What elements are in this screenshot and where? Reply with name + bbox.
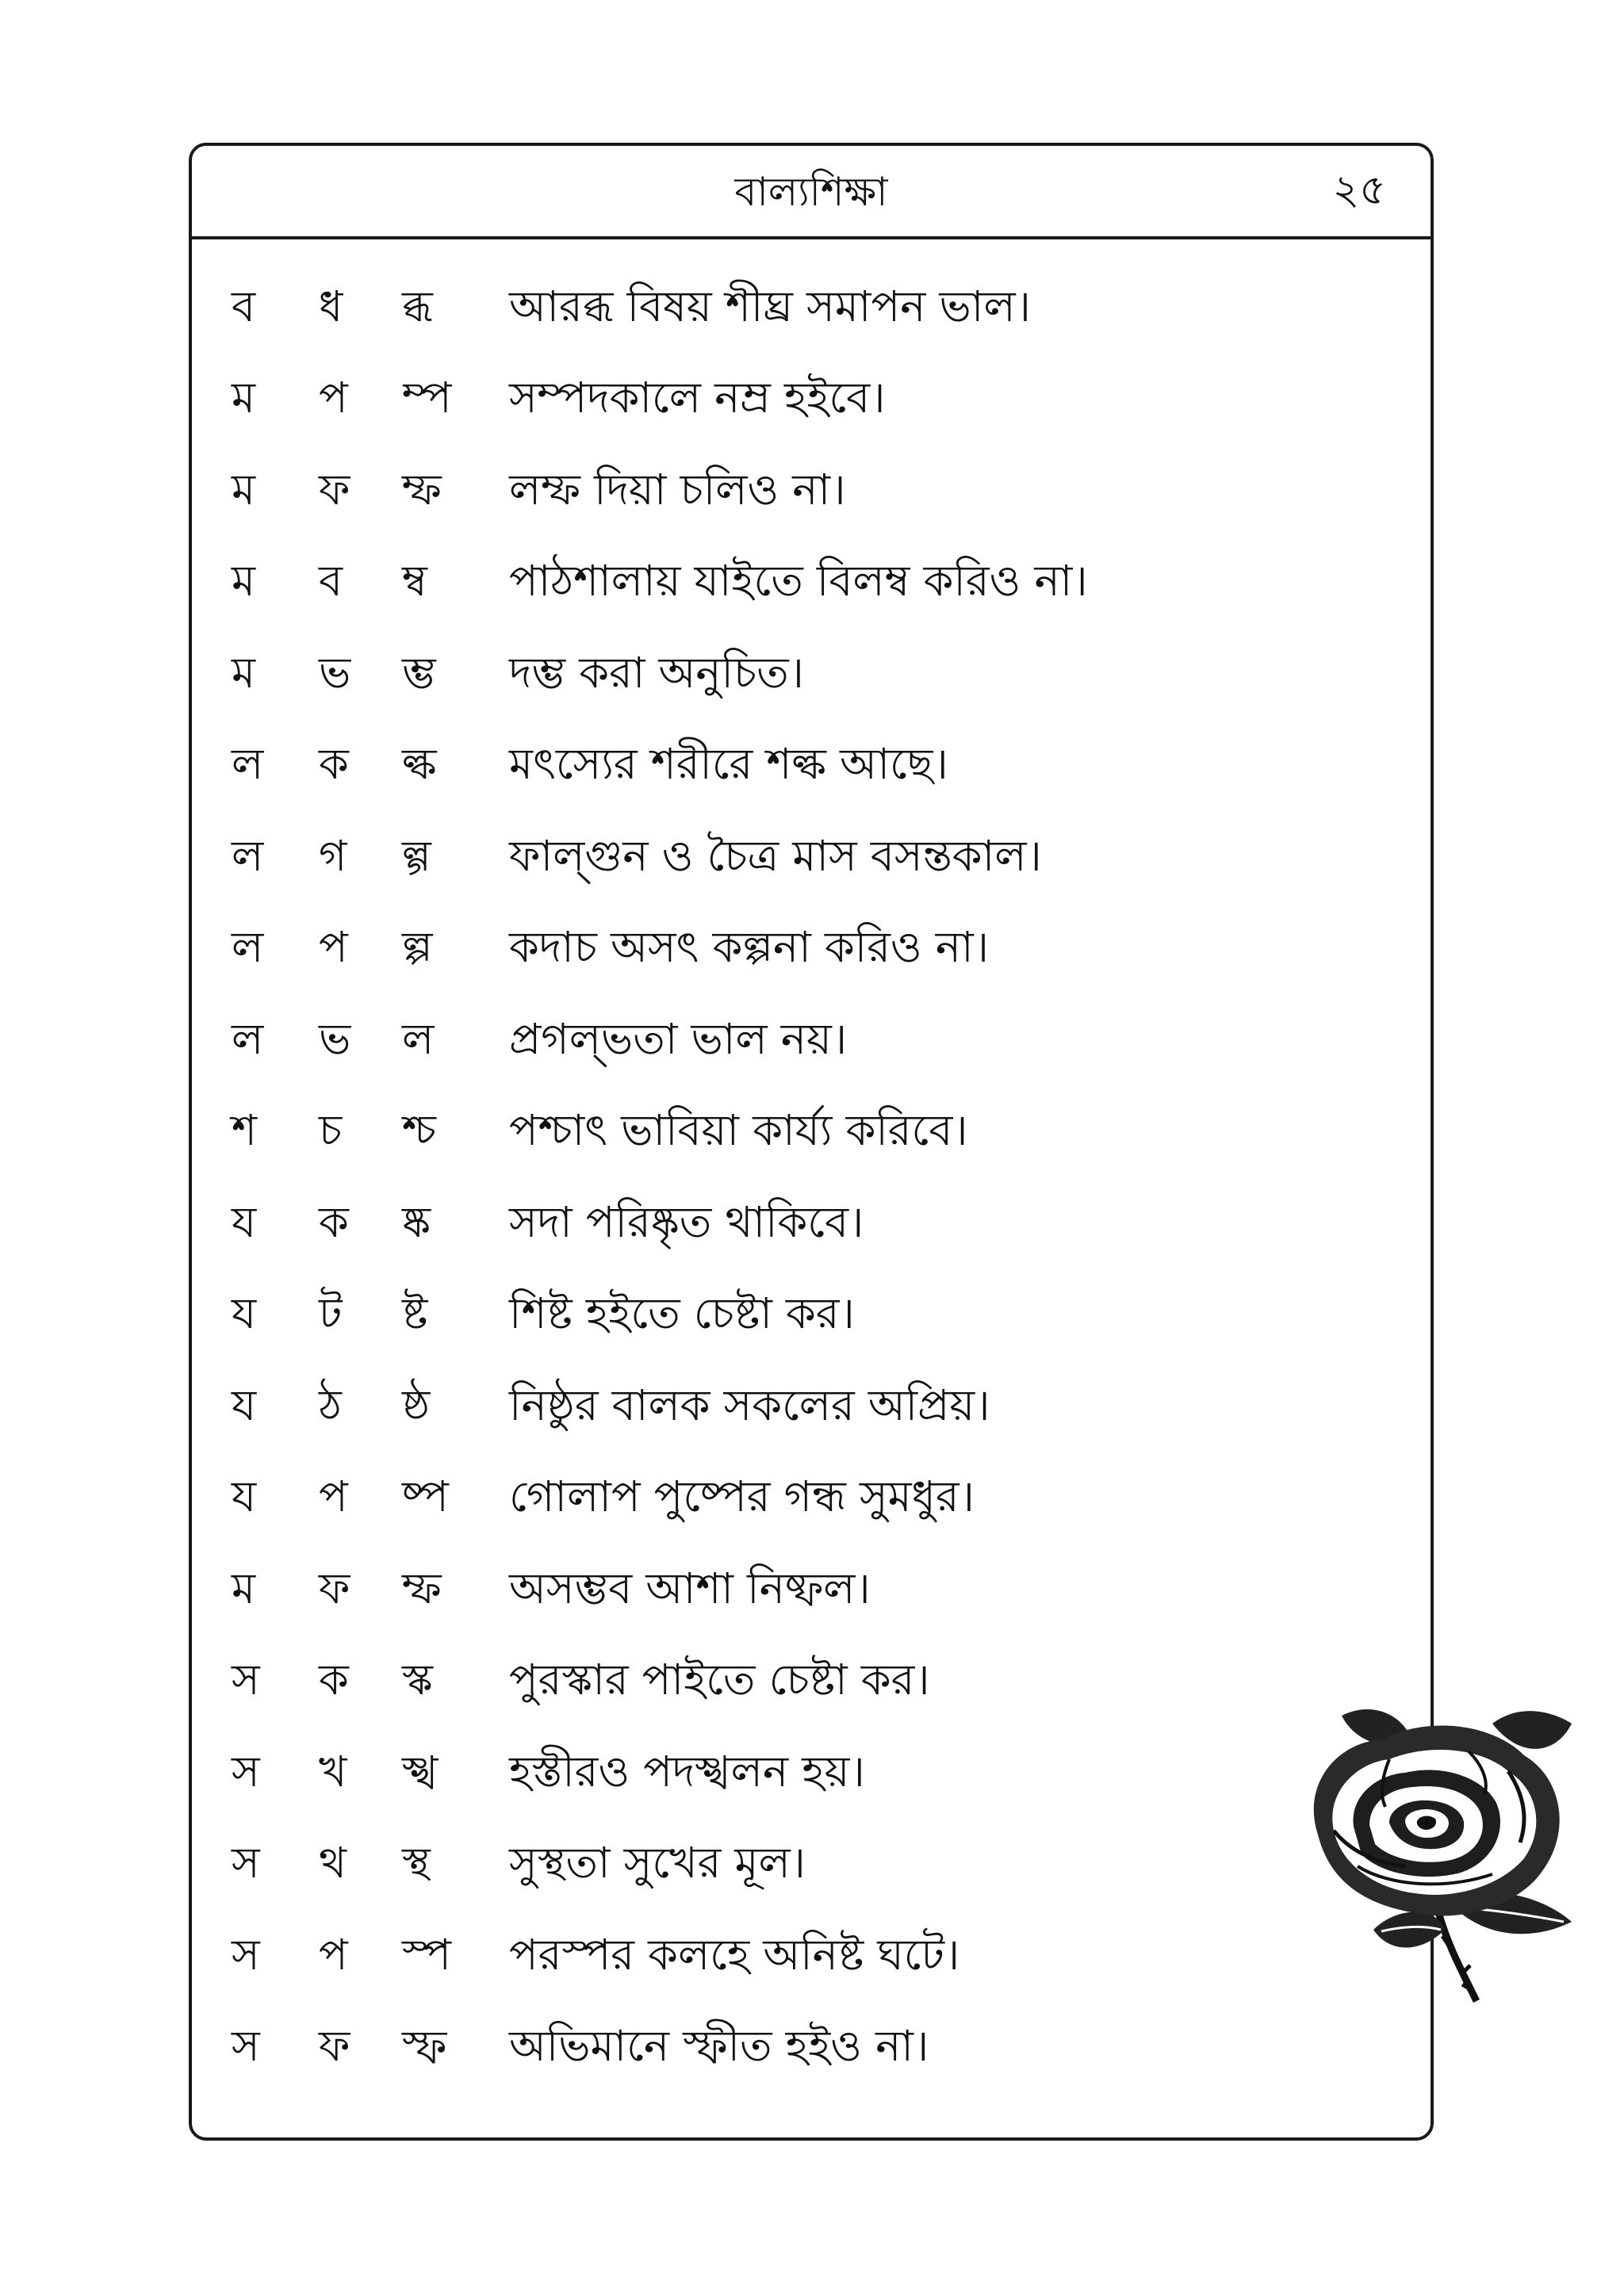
list-item: [232, 1362, 1231, 1454]
example-sentence: অসম্ভব আশা নিষ্ফল।: [509, 1563, 871, 1613]
letter-1: ম: [232, 556, 255, 607]
letter-1: ল: [232, 739, 264, 790]
letter-2: চ: [319, 1105, 343, 1156]
list-item: [232, 446, 1231, 538]
letter-2: ক: [319, 1196, 349, 1247]
list-item: [232, 1545, 1231, 1637]
page-header: [192, 146, 1431, 239]
example-sentence: হস্তীরও পদস্খলন হয়।: [509, 1746, 865, 1797]
letter-1: ল: [232, 830, 264, 881]
letter-1: য: [232, 1471, 257, 1522]
conjunct: ম্ব: [402, 556, 427, 607]
example-sentence: অভিমানে স্ফীত হইও না।: [509, 2021, 929, 2072]
letter-2: প: [319, 1471, 348, 1522]
letter-1: স: [232, 1655, 260, 1705]
list-item: [232, 538, 1231, 630]
conjunct: ষ্ঠ: [402, 1380, 431, 1430]
rose-icon: [1286, 1668, 1588, 2009]
list-item: [232, 1179, 1231, 1271]
example-sentence: দম্ভ করা অনুচিত।: [509, 647, 804, 698]
letter-1: ল: [232, 1013, 264, 1064]
conjunct: ব্ধ: [402, 281, 433, 331]
letter-2: ভ: [319, 647, 351, 698]
conjunct: স্ফ: [402, 2021, 447, 2072]
list-item: [232, 2003, 1231, 2095]
example-sentence: শিষ্ট হইতে চেষ্টা কর।: [509, 1288, 855, 1339]
list-item: [232, 996, 1231, 1088]
letter-2: ক: [319, 739, 349, 790]
conjunct: স্প: [402, 1929, 451, 1980]
list-item: [232, 813, 1231, 905]
letter-1: স: [232, 1746, 260, 1797]
letter-2: ধ: [319, 281, 343, 331]
letter-1: ল: [232, 922, 264, 973]
example-sentence: পাঠশালায় যাইতে বিলম্ব করিও না।: [509, 556, 1088, 607]
letter-1: স: [232, 1838, 260, 1888]
list-item: [232, 1637, 1231, 1729]
letter-1: য: [232, 1196, 257, 1247]
letter-2: প: [319, 373, 348, 423]
list-item: [232, 355, 1231, 447]
list-item: [232, 263, 1231, 355]
example-sentence: নিষ্ঠুর বালক সকলের অপ্রিয়।: [509, 1380, 990, 1430]
letter-2: ফ: [319, 2021, 350, 2072]
list-item: [232, 1728, 1231, 1820]
example-sentence: ফাল্গুন ও চৈত্র মাস বসন্তকাল।: [509, 830, 1042, 881]
conjunct: শ্চ: [402, 1105, 436, 1156]
list-item: [232, 905, 1231, 997]
example-sentence: সম্পদকালে নম্র হইবে।: [509, 373, 886, 423]
conjunct: ল: [402, 1013, 435, 1064]
list-item: [232, 1454, 1231, 1546]
conjunct: ষ্প: [402, 1471, 449, 1522]
conjunct: ম্ফ: [402, 464, 442, 515]
letter-1: ম: [232, 647, 255, 698]
conjunct: ম্প: [402, 373, 452, 423]
conjunct: ষ্ক: [402, 1196, 431, 1247]
letter-2: গ: [319, 830, 347, 881]
list-item: [232, 1820, 1231, 1912]
example-sentence: লম্ফ দিয়া চলিও না।: [509, 464, 846, 515]
list-item: [232, 629, 1231, 721]
letter-1: ম: [232, 1563, 255, 1613]
page-frame: [189, 143, 1434, 2141]
example-sentence: পরস্পর কলহে অনিষ্ট ঘটে।: [509, 1929, 960, 1980]
letter-1: ম: [232, 373, 255, 423]
conjunct: ল্ক: [402, 739, 437, 790]
conjunct: স্ক: [402, 1655, 433, 1705]
letter-1: স: [232, 1929, 260, 1980]
example-sentence: সদা পরিষ্কৃত থাকিবে।: [509, 1196, 864, 1247]
conjunct-list: [232, 263, 1231, 2095]
example-sentence: আরব্ধ বিষয় শীঘ্র সমাপন ভাল।: [509, 281, 1031, 331]
conjunct: ল্গ: [402, 830, 431, 881]
example-sentence: কদাচ অসৎ কল্পনা করিও না।: [509, 922, 990, 973]
letter-2: ভ: [319, 1013, 351, 1064]
letter-2: ফ: [319, 1563, 350, 1613]
letter-2: ঠ: [319, 1380, 342, 1430]
letter-1: স: [232, 2021, 260, 2072]
example-sentence: গোলাপ পুষ্পের গন্ধ সুমধুর।: [509, 1471, 975, 1522]
letter-2: প: [319, 922, 348, 973]
conjunct: ম্ফ: [402, 1563, 442, 1613]
example-sentence: সুস্থতা সুখের মূল।: [509, 1838, 806, 1888]
example-sentence: পশ্চাৎ ভাবিয়া কার্য্য করিবে।: [509, 1105, 968, 1156]
example-sentence: মৎস্যের শরীরে শল্ক আছে।: [509, 739, 948, 790]
list-item: [232, 1271, 1231, 1363]
list-item: [232, 721, 1231, 813]
conjunct: স্খ: [402, 1746, 439, 1797]
letter-1: শ: [232, 1105, 257, 1156]
book-title: বাল্যশিক্ষা: [734, 169, 888, 215]
letter-2: থ: [319, 1838, 347, 1888]
list-item: [232, 1088, 1231, 1180]
conjunct: স্থ: [402, 1838, 431, 1888]
letter-1: ব: [232, 281, 256, 331]
conjunct: ল্প: [402, 922, 433, 973]
conjunct: ষ্ট: [402, 1288, 428, 1339]
letter-2: প: [319, 1929, 348, 1980]
letter-2: ট: [319, 1288, 343, 1339]
conjunct: ম্ভ: [402, 647, 436, 698]
page-number: ২৫: [1332, 166, 1386, 214]
letter-2: ফ: [319, 464, 350, 515]
letter-1: ম: [232, 464, 255, 515]
letter-1: য: [232, 1288, 257, 1339]
letter-2: খ: [319, 1746, 347, 1797]
letter-2: ব: [319, 556, 343, 607]
list-item: [232, 1911, 1231, 2003]
example-sentence: প্রগল্ভতা ভাল নয়।: [509, 1013, 848, 1064]
letter-2: ক: [319, 1655, 349, 1705]
letter-1: য: [232, 1380, 257, 1430]
example-sentence: পুরস্কার পাইতে চেষ্টা কর।: [509, 1655, 930, 1705]
